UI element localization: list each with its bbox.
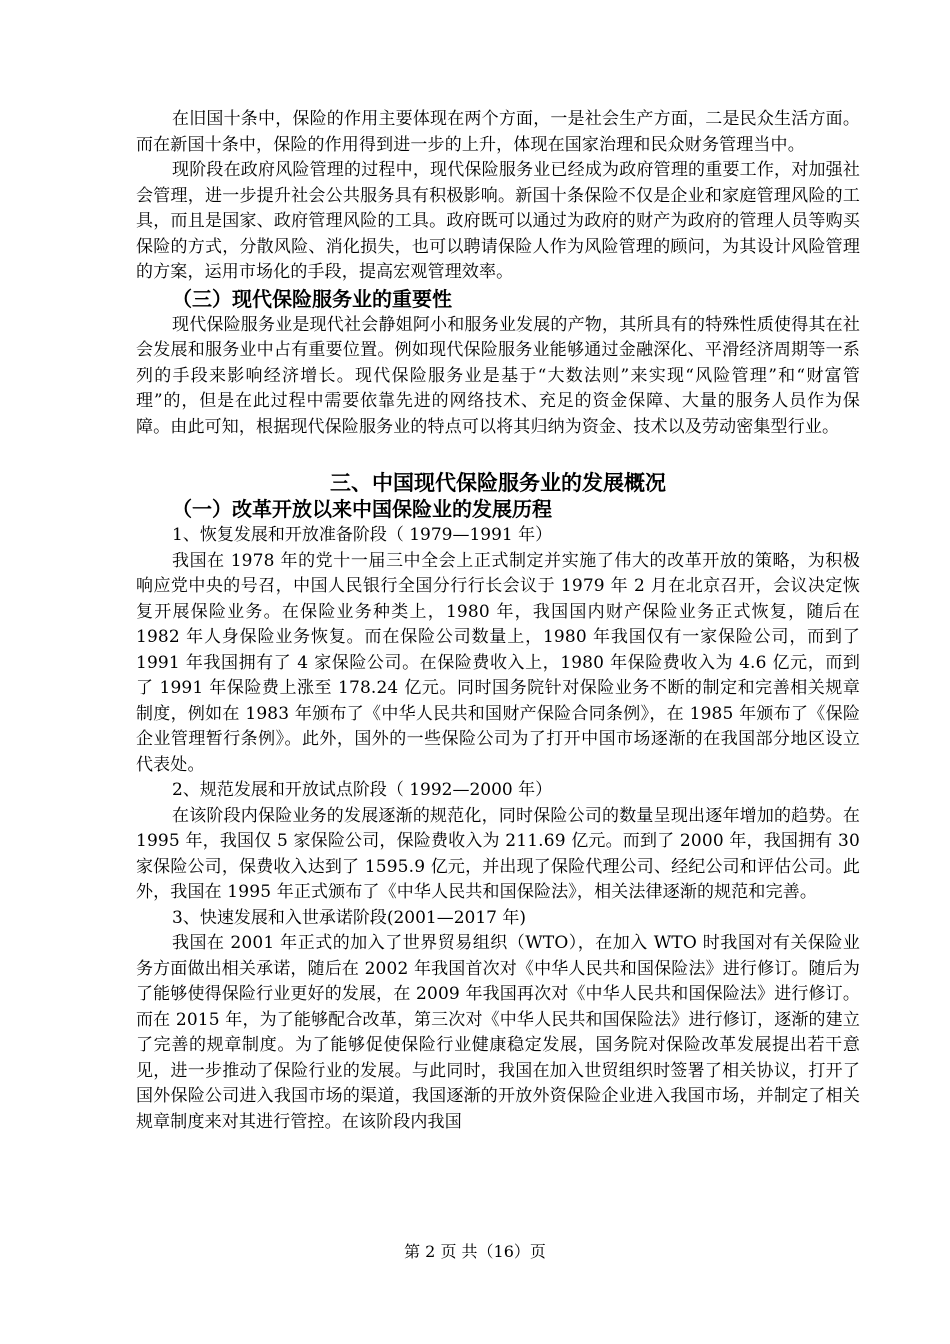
paragraph: 在该阶段内保险业务的发展逐渐的规范化，同时保险公司的数量呈现出逐年增加的趋势。在 1995 年，我国仅 5 家保险公司，保险费收入为 211.69 亿元。而到了 2000 年，我国拥有 30 家保险公司，保费收入达到了 1595.9 亿元，并出现了保险代理公司、经纪公司和评估公司。此外，我国在 1995 年正式颁布了《中华人民共和国保险法》，相关法律逐渐的规范和完善。 [136,805,860,902]
paragraph: 现阶段在政府风险管理的过程中，现代保险服务业已经成为政府管理的重要工作，对加强社会管理，进一步提升社会公共服务具有积极影响。新国十条保险不仅是企业和家庭管理风险的工具，而且是国家、政府管理风险的工具。政府既可以通过为政府的财产为政府的管理人员等购买保险的方式，分散风险、消化损失，也可以聘请保险人作为风险管理的顾问，为其设计风险管理的方案，运用市场化的手段，提高宏观管理效率。 [136,160,860,282]
stage-title: 1、恢复发展和开放准备阶段（ 1979—1991 年） [172,525,553,545]
stage-title: 2、规范发展和开放试点阶段（ 1992—2000 年） [172,780,553,800]
paragraph: 现代保险服务业是现代社会静姐阿小和服务业发展的产物，其所具有的特殊性质使得其在社会发展和服务业中占有重要位置。例如现代保险服务业能够通过金融深化、平滑经济周期等一系列的手段来影响经济增长。现代保险服务业是基于“大数法则”来实现“风险管理”和“财富管理”的，但是在此过程中需要依靠先进的网络技术、充足的资金保障、大量的服务人员作为保障。由此可知，根据现代保险服务业的特点可以将其归纳为资金、技术以及劳动密集型行业。 [136,314,860,437]
section-title: 三、中国现代保险服务业的发展概况 [330,471,666,495]
stage-title: 3、快速发展和入世承诺阶段(2001—2017 年) [172,907,527,928]
paragraph: 我国在 1978 年的党十一届三中全会上正式制定并实施了伟大的改革开放的策略，为积极响应党中央的号召，中国人民银行全国分行行长会议于 1979 年 2 月在北京召开，会议决定恢复开展保险业务。在保险业务种类上，1980 年，我国国内财产保险业务正式恢复，随后在 1982 年人身保险业务恢复。而在保险公司数量上，1980 年我国仅有一家保险公司，而到了 1991 年我国拥有了 4 家保险公司。在保险费收入上，1980 年保险费收入为 4.6 亿元，而到了 1991 年保险费上涨至 178.24 亿元。同时国务院针对保险业务不断的制定和完善相关规章制度，例如在 1983 年颁布了《中华人民共和国财产保险合同条例》，在 1985 年颁布了《保险企业管理暂行条例》。此外，国外的一些保险公司为了打开中国市场逐渐的在我国部分地区设立代表处。 [136,550,860,775]
document-body [136,107,860,1135]
subheading-importance: （三）现代保险服务业的重要性 [172,286,452,311]
paragraph: 我国在 2001 年正式的加入了世界贸易组织（WTO），在加入 WTO 时我国对有关保险业务方面做出相关承诺，随后在 2002 年我国首次对《中华人民共和国保险法》进行修订。随后为了能够使得保险行业更好的发展，在 2009 年我国再次对《中华人民共和国保险法》进行修订。而在 2015 年，为了能够配合改革，第三次对《中华人民共和国保险法》进行修订，逐渐的建立了完善的规章制度。为了能够促使保险行业健康稳定发展，国务院对保险改革发展提出若干意见，进一步推动了保险行业的发展。与此同时，我国在加入世贸组织时签署了相关协议，打开了国外保险公司进入我国市场的渠道，我国逐渐的开放外资保险企业进入我国市场，并制定了相关规章制度来对其进行管控。在该阶段内我国 [136,933,860,1132]
paragraph: 在旧国十条中，保险的作用主要体现在两个方面，一是社会生产方面，二是民众生活方面。而在新国十条中，保险的作用得到进一步的上升，体现在国家治理和民众财务管理当中。 [136,109,860,155]
subheading-history: （一）改革开放以来中国保险业的发展历程 [172,497,552,521]
page-footer: 第 2 页 共（16）页 [404,1242,546,1261]
